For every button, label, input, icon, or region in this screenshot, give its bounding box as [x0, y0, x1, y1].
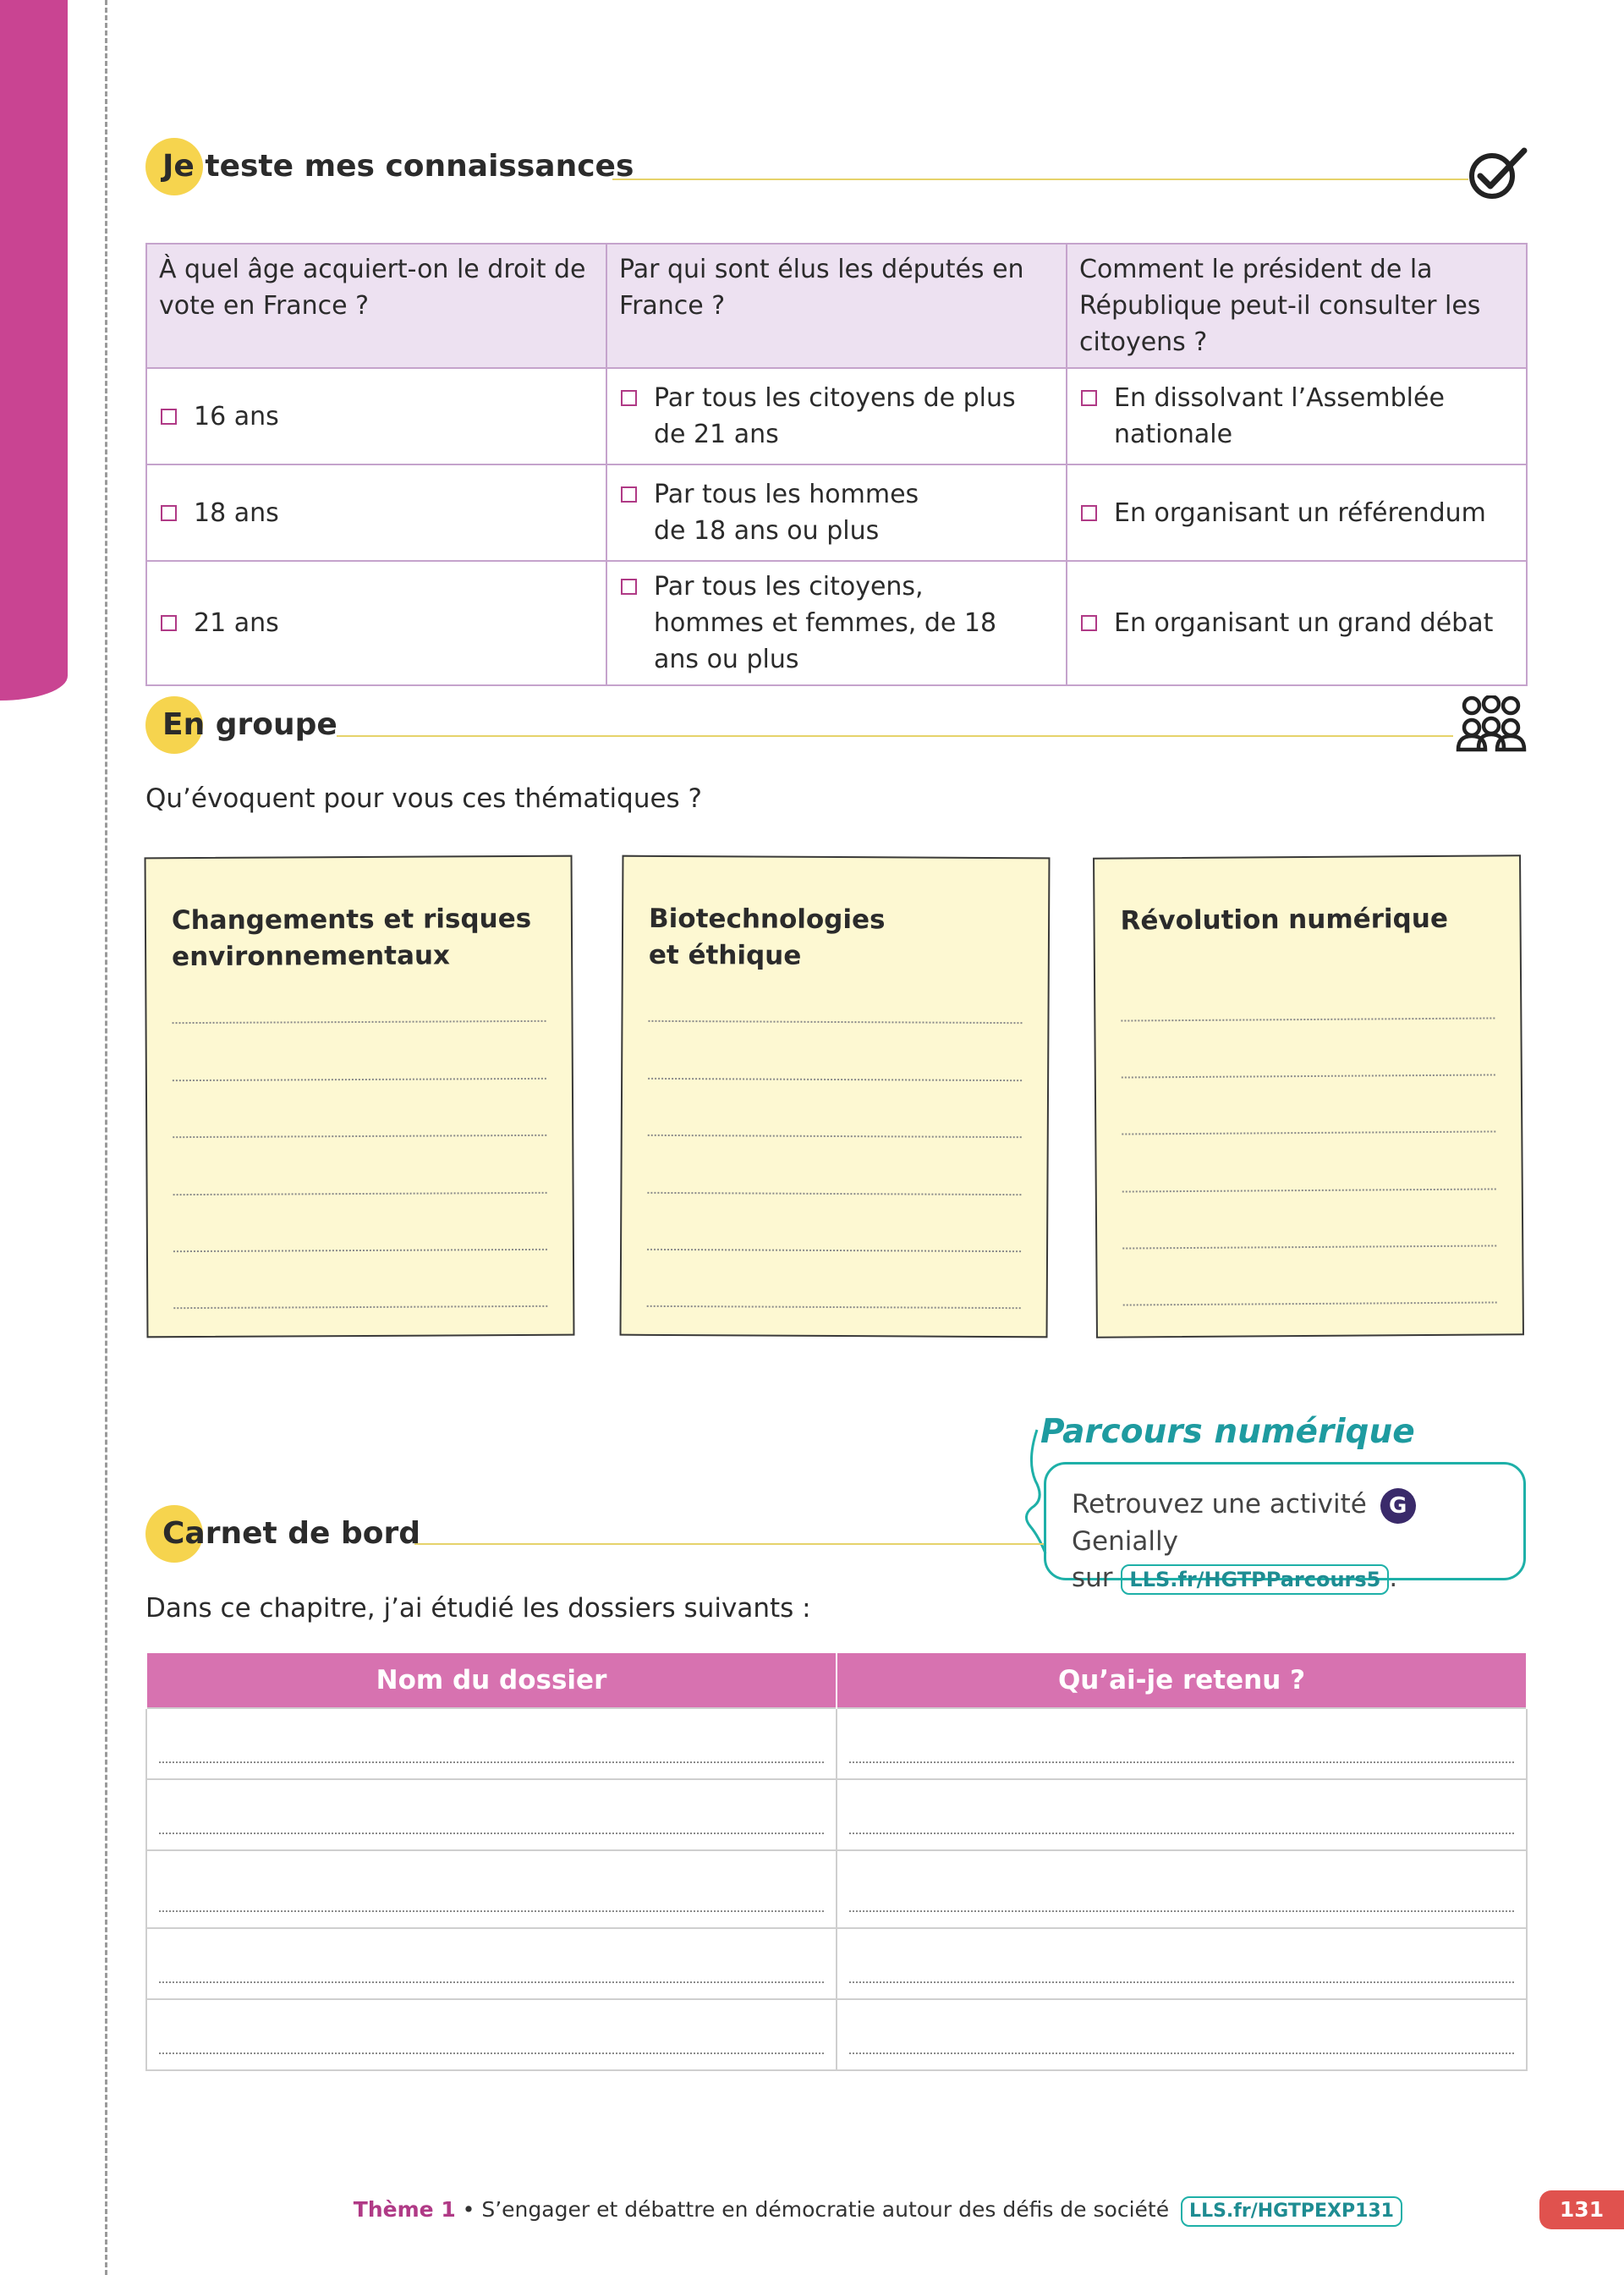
- quiz-title: teste mes connaissances: [205, 149, 634, 184]
- table-row: [146, 1779, 1527, 1850]
- answer-label: Par tous les citoyens, hommes et femmes, de 18 ans ou plus: [654, 572, 997, 674]
- section-carnet-heading: [145, 1516, 420, 1551]
- parcours-text: sur: [1072, 1562, 1113, 1593]
- entry-cell[interactable]: [837, 1779, 1527, 1850]
- checkbox[interactable]: [621, 390, 637, 406]
- writing-line[interactable]: [173, 1305, 547, 1309]
- answer-option[interactable]: [159, 398, 594, 435]
- table-row: [146, 1928, 1527, 1999]
- answer-label: En organisant un grand débat: [1114, 608, 1494, 638]
- answer-option[interactable]: [159, 495, 594, 531]
- cut-line: [105, 0, 107, 2275]
- entry-cell[interactable]: [837, 1708, 1527, 1779]
- writing-line[interactable]: [647, 1192, 1021, 1195]
- checkbox[interactable]: [1081, 390, 1097, 406]
- parcours-text: Retrouvez une activité: [1072, 1489, 1367, 1519]
- writing-line[interactable]: [1122, 1245, 1496, 1249]
- quiz-rule: [612, 179, 1468, 180]
- page-number: 131: [1539, 2190, 1624, 2229]
- writing-line[interactable]: [1121, 1017, 1495, 1021]
- footer: [354, 2196, 1402, 2227]
- table-row: [146, 1850, 1527, 1928]
- parcours-link[interactable]: LLS.fr/HGTPParcours5: [1121, 1564, 1389, 1595]
- checkbox[interactable]: [1081, 615, 1097, 631]
- carnet-badge: Ca: [162, 1516, 206, 1551]
- carnet-header-row: [146, 1652, 1527, 1708]
- note-title: Révolution numérique: [1120, 903, 1449, 937]
- quiz-table: [145, 243, 1528, 686]
- parcours-title: Parcours numérique: [1040, 1413, 1415, 1451]
- chapter-tab: [0, 0, 68, 701]
- writing-line[interactable]: [173, 1135, 546, 1138]
- answer-label: 16 ans: [194, 401, 279, 431]
- entry-cell[interactable]: [146, 1850, 837, 1928]
- writing-line[interactable]: [648, 1078, 1022, 1081]
- carnet-rule: [414, 1543, 1044, 1545]
- entry-cell[interactable]: [837, 1850, 1527, 1928]
- quiz-answer-row: [146, 368, 1527, 464]
- carnet-title: rnet de bord: [205, 1516, 421, 1551]
- entry-cell[interactable]: [146, 1928, 837, 1999]
- section-quiz-heading: [145, 149, 634, 184]
- writing-line[interactable]: [648, 1020, 1022, 1024]
- writing-line[interactable]: [647, 1249, 1021, 1252]
- group-people-icon: [1453, 695, 1529, 753]
- check-circle-icon: [1465, 146, 1529, 200]
- sticky-note: [145, 855, 575, 1338]
- entry-cell[interactable]: [837, 1928, 1527, 1999]
- answer-label: En dissolvant l’Assemblée nationale: [1114, 383, 1445, 449]
- writing-line[interactable]: [1122, 1188, 1496, 1192]
- quiz-answer-row: [146, 464, 1527, 561]
- parcours-box: [1044, 1462, 1526, 1593]
- entry-cell[interactable]: [146, 1779, 837, 1850]
- note-title: Changements et risques environnementaux: [171, 903, 532, 973]
- writing-line[interactable]: [173, 1249, 547, 1252]
- sticky-note: [620, 855, 1051, 1338]
- group-rule: [337, 735, 1453, 737]
- answer-label: Par tous les hommes de 18 ans ou plus: [654, 480, 919, 546]
- writing-line[interactable]: [647, 1305, 1021, 1309]
- carnet-intro: Dans ce chapitre, j’ai étudié les dossiers suivants :: [145, 1593, 811, 1624]
- writing-line[interactable]: [1122, 1074, 1495, 1078]
- genially-icon: G: [1380, 1488, 1416, 1524]
- answer-option[interactable]: [1079, 380, 1514, 453]
- writing-line[interactable]: [173, 1192, 547, 1195]
- answer-label: 21 ans: [194, 608, 279, 638]
- table-row: [146, 1708, 1527, 1779]
- checkbox[interactable]: [621, 579, 637, 595]
- entry-cell[interactable]: [837, 1999, 1527, 2070]
- checkbox[interactable]: [1081, 505, 1097, 521]
- answer-option[interactable]: [619, 476, 1054, 549]
- answer-option[interactable]: [619, 569, 1054, 678]
- checkbox[interactable]: [161, 505, 177, 521]
- col-header-dossier: Nom du dossier: [146, 1652, 837, 1708]
- group-title: groupe: [215, 707, 337, 742]
- writing-line[interactable]: [1122, 1130, 1495, 1135]
- sticky-note: [1093, 854, 1524, 1338]
- footer-text: S’engager et débattre en démocratie autour des défis de société: [481, 2197, 1170, 2222]
- quiz-badge: Je: [162, 149, 195, 184]
- parcours-text: Genially: [1072, 1525, 1178, 1557]
- answer-option[interactable]: [159, 605, 594, 641]
- writing-line[interactable]: [173, 1020, 546, 1024]
- answer-label: Par tous les citoyens de plus de 21 ans: [654, 383, 1016, 449]
- writing-line[interactable]: [648, 1135, 1022, 1138]
- writing-line[interactable]: [173, 1078, 546, 1081]
- answer-option[interactable]: [1079, 495, 1514, 531]
- checkbox[interactable]: [621, 486, 637, 503]
- entry-cell[interactable]: [146, 1708, 837, 1779]
- writing-line[interactable]: [1123, 1301, 1497, 1305]
- checkbox[interactable]: [161, 615, 177, 631]
- footer-separator: •: [455, 2197, 482, 2222]
- group-prompt: Qu’évoquent pour vous ces thématiques ?: [145, 783, 703, 814]
- parcours-text: .: [1389, 1562, 1398, 1593]
- answer-option[interactable]: [619, 380, 1054, 453]
- table-row: [146, 1999, 1527, 2070]
- group-badge: En: [162, 707, 206, 742]
- question-3: Comment le président de la République peut-il consulter les citoyens ?: [1067, 244, 1527, 368]
- carnet-table: [145, 1651, 1528, 2071]
- checkbox[interactable]: [161, 409, 177, 425]
- quiz-question-row: [146, 244, 1527, 368]
- answer-label: 18 ans: [194, 497, 279, 528]
- question-1: À quel âge acquiert-on le droit de vote en France ?: [146, 244, 606, 368]
- question-2: Par qui sont élus les députés en France ?: [606, 244, 1067, 368]
- footer-link[interactable]: LLS.fr/HGTPEXP131: [1181, 2196, 1402, 2227]
- answer-label: En organisant un référendum: [1114, 497, 1486, 528]
- entry-cell[interactable]: [146, 1999, 837, 2070]
- section-group-heading: [145, 707, 337, 742]
- quiz-answer-row: [146, 561, 1527, 685]
- answer-option[interactable]: [1079, 605, 1514, 641]
- footer-theme: Thème 1: [353, 2197, 456, 2222]
- note-title: Biotechnologies et éthique: [648, 903, 886, 971]
- col-header-retenu: Qu’ai-je retenu ?: [837, 1652, 1527, 1708]
